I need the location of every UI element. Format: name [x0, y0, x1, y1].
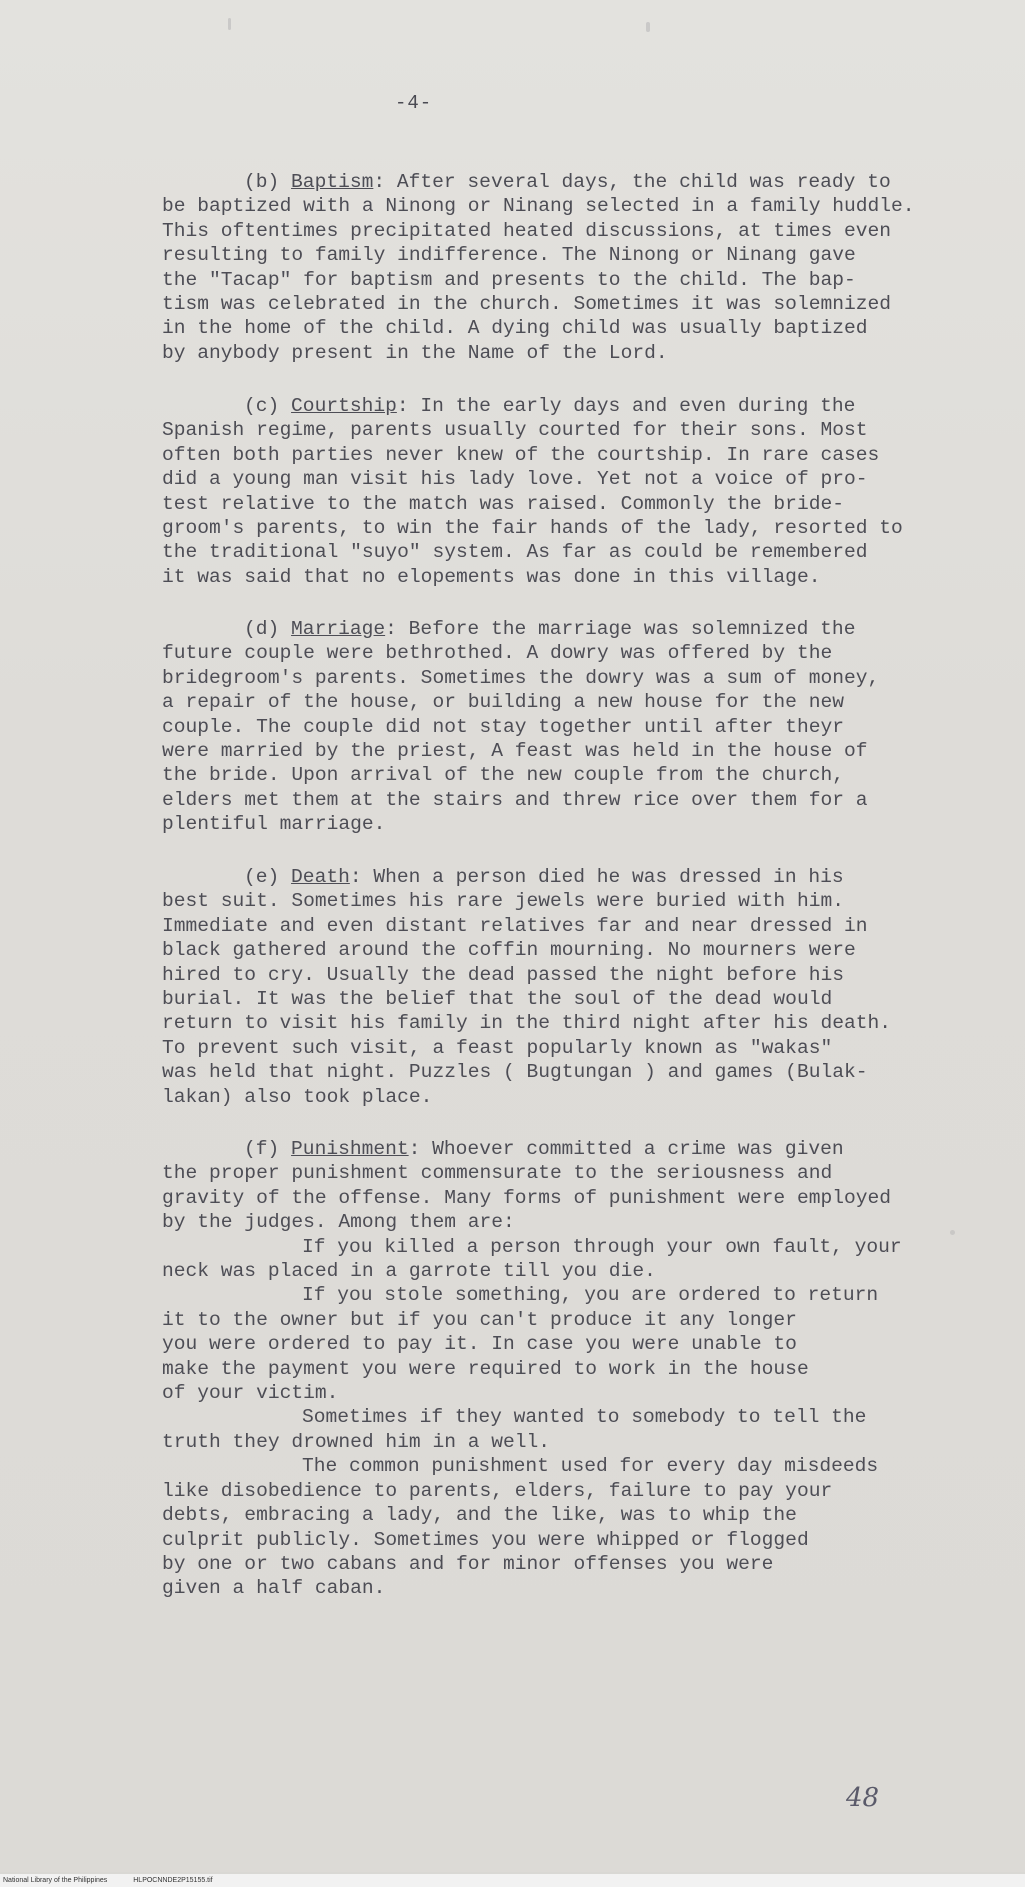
section-line: by anybody present in the Name of the Lord. [162, 341, 668, 364]
section-line: Spanish regime, parents usually courted for their sons. Most [162, 419, 868, 442]
section-line: future couple were bethrothed. A dowry was offered by the [162, 642, 833, 665]
section-line: couple. The couple did not stay together until after theyr [162, 715, 844, 738]
section-title: Courtship [291, 395, 397, 417]
section-line: resulting to family indifference. The Ninong or Ninang gave [162, 244, 856, 267]
section-label: (e) [244, 866, 292, 888]
section-line: Immediate and even distant relatives far and near dressed in [162, 914, 868, 937]
section-line: black gathered around the coffin mourning. No mourners were [162, 939, 856, 962]
footer-archive-name: National Library of the Philippines [3, 1877, 108, 1884]
punishment-paragraph-line: of your victim. [162, 1382, 339, 1405]
section-line: elders met them at the stairs and threw rice over them for a [162, 788, 868, 811]
paper-speck [950, 1230, 955, 1235]
section-line: the proper punishment commensurate to the seriousness and [162, 1162, 833, 1185]
section-line: in the home of the child. A dying child was usually baptized [162, 317, 868, 340]
punishment-paragraph-line: you were ordered to pay it. In case you were unable to [162, 1333, 797, 1356]
section-line: lakan) also took place. [162, 1085, 433, 1108]
section-label: (b) [244, 171, 292, 193]
punishment-paragraph-line: make the payment you were required to work in the house [162, 1357, 809, 1380]
punishment-paragraph-line: by one or two cabans and for minor offenses you were [162, 1552, 774, 1575]
section-death [162, 865, 962, 1109]
section-text: : Before the marriage was solemnized the [385, 618, 856, 640]
section-line: plentiful marriage. [162, 813, 386, 836]
section-title: Marriage [291, 618, 386, 640]
section-label: (c) [244, 395, 292, 417]
section-line: tism was celebrated in the church. Sometimes it was solemnized [162, 293, 892, 316]
paper-speck [228, 18, 231, 30]
section-line: hired to cry. Usually the dead passed the night before his [162, 963, 844, 986]
section-marriage [162, 617, 962, 837]
punishment-paragraph-line: If you stole something, you are ordered to return [302, 1284, 879, 1307]
punishment-paragraph-line: culprit publicly. Sometimes you were whipped or flogged [162, 1528, 809, 1551]
section-line: a repair of the house, or building a new house for the new [162, 691, 844, 714]
punishment-paragraph-line: it to the owner but if you can't produce it any longer [162, 1308, 797, 1331]
section-label: (f) [244, 1138, 292, 1160]
section-title: Death [291, 866, 350, 888]
scan-footer [0, 1874, 1025, 1887]
handwritten-page-mark: 48 [846, 1783, 880, 1813]
punishment-paragraph-line: truth they drowned him in a well. [162, 1430, 551, 1453]
section-first-line [162, 394, 962, 418]
section-baptism [162, 170, 962, 365]
section-text: : In the early days and even during the [396, 395, 856, 417]
section-courtship [162, 394, 962, 589]
punishment-paragraph-line: Sometimes if they wanted to somebody to tell the [302, 1406, 867, 1429]
section-line: bridegroom's parents. Sometimes the dowry was a sum of money, [162, 666, 880, 689]
section-line: was held that night. Puzzles ( Bugtungan ) and games (Bulak- [162, 1061, 868, 1084]
section-line: by the judges. Among them are: [162, 1211, 515, 1234]
section-line: burial. It was the belief that the soul of the dead would [162, 988, 833, 1011]
section-line: be baptized with a Ninong or Ninang selected in a family huddle. [162, 195, 915, 218]
punishment-paragraph-line: given a half caban. [162, 1577, 386, 1600]
section-text: : After several days, the child was ready to [373, 171, 891, 193]
punishment-paragraph-line: If you killed a person through your own fault, your [302, 1235, 902, 1258]
section-line: gravity of the offense. Many forms of punishment were employed [162, 1186, 892, 1209]
section-line: groom's parents, to win the fair hands of the lady, resorted to [162, 517, 903, 540]
section-text: : Whoever committed a crime was given [408, 1138, 844, 1160]
section-line: To prevent such visit, a feast popularly known as "wakas" [162, 1036, 833, 1059]
section-label: (d) [244, 618, 292, 640]
punishment-paragraph-line: like disobedience to parents, elders, failure to pay your [162, 1479, 833, 1502]
section-line: best suit. Sometimes his rare jewels were buried with him. [162, 890, 844, 913]
section-text: : When a person died he was dressed in his [349, 866, 844, 888]
page-number: -4- [395, 92, 433, 114]
punishment-paragraph-line: The common punishment used for every day misdeeds [302, 1455, 879, 1478]
section-first-line [162, 1137, 962, 1161]
section-line: This oftentimes precipitated heated discussions, at times even [162, 219, 892, 242]
section-first-line [162, 865, 962, 889]
section-line: often both parties never knew of the courtship. In rare cases [162, 443, 880, 466]
section-first-line [162, 170, 962, 194]
section-line: were married by the priest, A feast was held in the house of [162, 740, 868, 763]
footer-file-name: HLPOCNNDE2P15155.tif [133, 1877, 213, 1884]
section-line: did a young man visit his lady love. Yet not a voice of pro- [162, 468, 868, 491]
section-title: Baptism [291, 171, 374, 193]
section-punishment [162, 1137, 962, 1601]
section-line: it was said that no elopements was done in this village. [162, 565, 821, 588]
paper-speck [646, 22, 650, 32]
section-first-line [162, 617, 962, 641]
section-line: the traditional "suyo" system. As far as could be remembered [162, 541, 868, 564]
section-line: the "Tacap" for baptism and presents to the child. The bap- [162, 268, 856, 291]
section-line: the bride. Upon arrival of the new couple from the church, [162, 764, 844, 787]
punishment-paragraph-line: debts, embracing a lady, and the like, was to whip the [162, 1504, 797, 1527]
section-title: Punishment [291, 1138, 409, 1160]
section-line: return to visit his family in the third night after his death. [162, 1012, 892, 1035]
punishment-paragraph-line: neck was placed in a garrote till you die. [162, 1260, 656, 1283]
section-line: test relative to the match was raised. Commonly the bride- [162, 492, 844, 515]
